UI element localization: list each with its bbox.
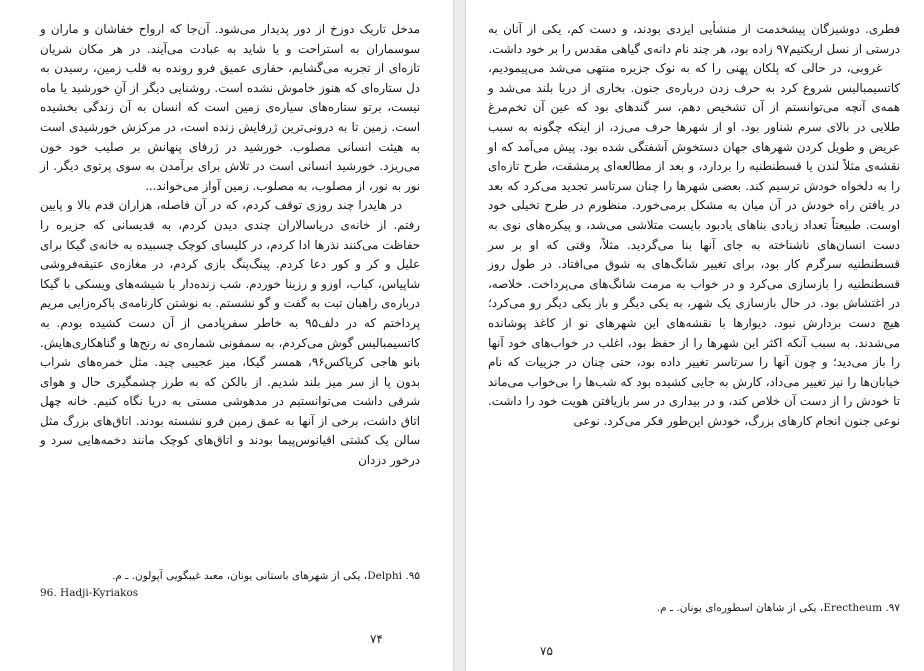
page-number: ۷۴: [370, 632, 383, 646]
paragraph: فطری. دوشیزگان پیشخدمت از منشأیی ایزدی بودند، و دست کم، یکی از آنان به درستی از نسل اریکتیم۹۷ زاده بود، هر چند نام دانه‌ی گیاهی مقدس را بر خود داشت.: [488, 22, 900, 56]
footnotes: [488, 600, 900, 617]
right-page: [466, 0, 924, 671]
paragraph: غروبی، در حالی که پلکان پهنی را که به نوک جزیره منتهی می‌شد می‌پیمودیم، کاتسیمبالیس شروع کرد به حرف زدن درباره‌ی جنون. بخاری از دریا بلند می‌شد و همه‌ی آنچه می‌توانستم از آن تشخیص دهم، سر گندهای بود که عین آن تخم‌مرغ طلایی در بالای سرم شناور بود. او از شهرها حرف می‌زد، از اینکه چگونه به سبب عریض و طویل کردن شهرهای جهان دستخوش آشفتگی شده بود. پیش می‌آمد که او نقشه‌ی مثلاً لندن یا قسطنطنیه را بردارد، و بعد از مطالعه‌ای پرمشقت، طرح تازه‌ای را به دلخواه خودش ترسیم کند. بعضی شهرها را چنان سرتاسر تجدید می‌کرد که بعد در یافتن راه خودش در آن میان به مشکل برمی‌خورد. منظورم در طرح تخیلی خود اوست. طبیعتاً تعداد زیادی بناهای یادبود بایست متلاشی می‌شد، و پیکره‌های نوی به دست انسان‌های ناشناخته به جای آنها بنا می‌گردید. مثلاً، وقتی که او بر سر قسطنطنیه سرگرم کار بود، برای تغییر شانگ‌های به شوق می‌افتاد. در طول روز قسطنطنیه را بازسازی می‌کرد و در خواب به مرمت شانگ‌های می‌پرداخت. خلاصه، در اغتشاش بود. در حال بازسازی یک شهر، به یکی دیگر و باز یکی دیگر رو می‌کرد؛ هیچ دست بردارش نبود. دیوارها با نقشه‌های این شهرهای نو از کاغذ پوشانده می‌شدند. به سبب آنکه اکثر این شهرها را از حفظ بود، اغلب در خواب‌های خود آنها را باز می‌دید؛ و چون آنها را سرتاسر تغییر داده بود، حتی چنان در جزییات که نام خیابان‌ها را نیز تغییر می‌داد، کارش به جایی کشیده بود که شب‌ها را بی‌خواب می‌ماند تا خودش را از دست آن خلاص کند، و در بیداری در سر بازیافتن هویت خود را داشت. نوعی جنون انجام کارهای بزرگ، خودش این‌طور فکر می‌کرد. نوعی: [488, 61, 900, 428]
footnotes: [40, 568, 420, 602]
right-page-body: [488, 20, 900, 431]
footnote: ۹۵. Delphi، یکی از شهرهای باستانی یونان، معبد غیبگویی آپولون. ـ م.: [112, 570, 420, 582]
paragraph: در هایدرا چند روزی توقف کردم، که در آن فاصله، هزاران قدم بالا و پایین رفتم. از خانه‌ی دریاسالاران چندی دیدن کردم، به قدیسانی که جزیره را حفاظت می‌کنند نذرها ادا کردم، در کلیسای کوچک چسبیده به خانه‌ی گیکا برای علیل و کر و کور دعا کردم. پینگ‌پنگ بازی کردم، در مغازه‌ی عتیقه‌فروشی شاپیاس، کباب، اوزو و رزینا خوردم. شب زنده‌دار با شیشه‌های ویسکی با گیکا درباره‌ی راهبان تبت به گفت و گو نشستم. به نوشتن کارنامه‌ی باکره‌زایی مریم پرداختم که در دلف۹۵ به خاطر سفرپادمی از آن دست کشیده بودم. به کاتسیمبالیس گوش می‌کردم، به سمفونی شماره‌ی نه رنج‌ها و گناهکاری‌هایش. بانو هاجی کریاکس۹۶، همسر گیکا، میز عجیبی چید. مثل خمره‌های شراب بدون پا از سر میز بلند شدیم. از بالکن که به طرز چشمگیری حال و هوای شرقی داشت می‌توانستیم در مدهوشی مستی به دریا نگاه کنیم. خانه چهل اتاق داشت، برخی از آنها به عمق زمین فرو نشسته بودند. اتاق‌های بزرگ مثل سالن یک کشتی اقیانوس‌پیما بودند و اتاق‌های کوچک مانند دخمه‌هایی سرد و درخور دزدان: [40, 198, 421, 468]
left-page: [0, 0, 453, 671]
footnote: ۹۷. Erectheum، یکی از شاهان اسطوره‌ای یونان. ـ م.: [656, 602, 900, 614]
left-page-body: [40, 20, 420, 471]
footnote: 96. Hadji-Kyriakos: [40, 587, 139, 599]
page-number: ۷۵: [540, 644, 553, 658]
paragraph: مدخل تاریک دوزخ از دور پدیدار می‌شود. آن‌جا که ارواح خفاشان و ماران و سوسماران به استراحت و یا شاید به عبادت می‌آیند. در هر مکان شریان تازه‌ای از تجربه می‌گشایم، حفاری عمیق فرو رونده به قلب زمین، رسیدن به دل ستاره‌ای که هنوز خاموش نشده است. روشنایی دیگر از آنِ خورشید یا ماه نیست، برتو ستاره‌های سیاره‌ی زمین است که انسان به آن زندگی بخشیده است. زمین تا به درونی‌ترین ژرفایش زنده است، در مرکزش خورشیدی است به هیئت انسانی مصلوب. خورشید در ژرفای پنهانش بر صلیب خود خون می‌ریزد. خورشید انسانی است در تلاش برای برآمدن به سوی پرتوی دیگر. از نور به نور، از مصلوب، به مصلوب. زمین آواز می‌خواند...: [40, 22, 420, 193]
